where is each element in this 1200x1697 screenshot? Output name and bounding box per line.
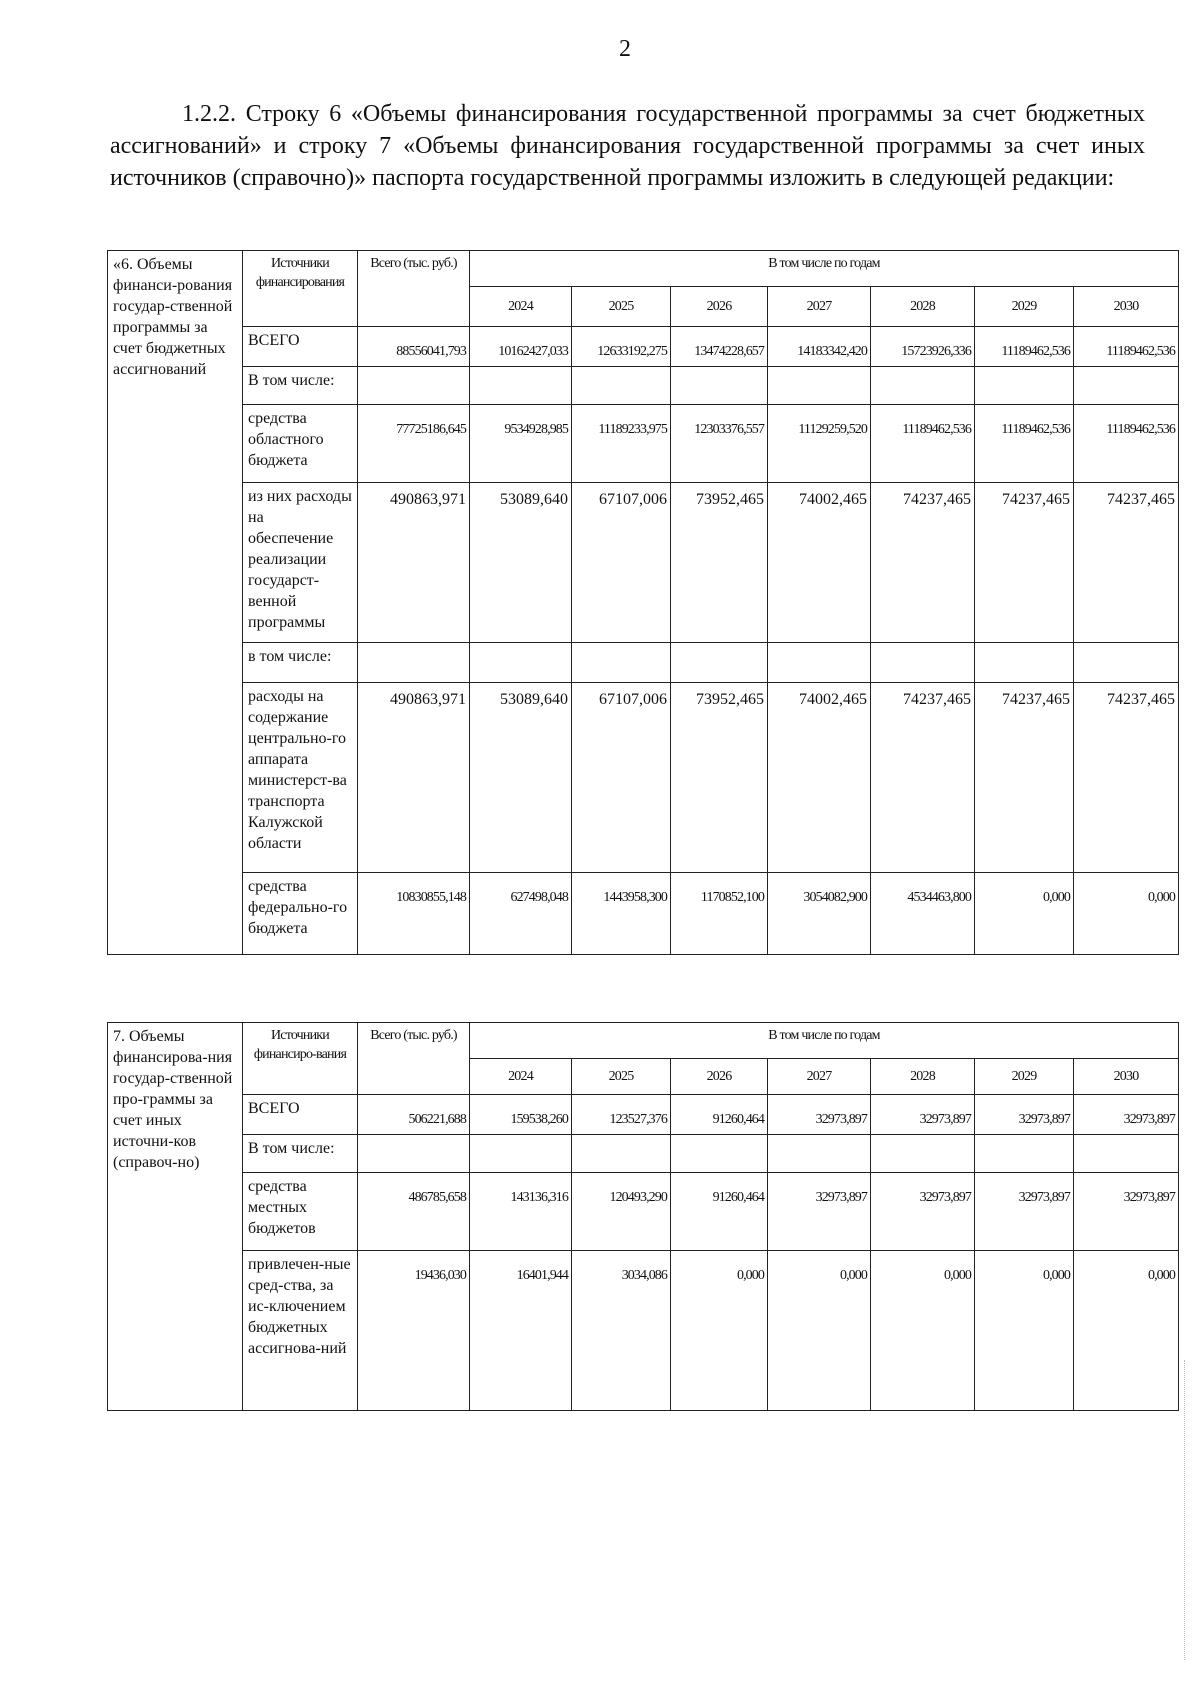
header-row xyxy=(108,1023,1179,1059)
year-header: 2026 xyxy=(671,287,768,327)
year-value xyxy=(572,1135,671,1173)
year-value: 3034,086 xyxy=(572,1251,671,1411)
header-row xyxy=(108,251,1179,287)
year-header: 2030 xyxy=(1074,1059,1179,1095)
year-value xyxy=(572,643,671,683)
year-value xyxy=(768,367,871,405)
year-value xyxy=(1074,367,1179,405)
year-value: 9534928,985 xyxy=(470,405,572,483)
year-header: 2026 xyxy=(671,1059,768,1095)
year-value: 32973,897 xyxy=(975,1095,1074,1135)
funding-table-other-sources xyxy=(107,1022,1179,1411)
table-row xyxy=(108,1095,1179,1135)
year-value: 53089,640 xyxy=(470,683,572,873)
year-value: 0,000 xyxy=(768,1251,871,1411)
table-row xyxy=(108,1135,1179,1173)
year-value: 32973,897 xyxy=(1074,1095,1179,1135)
source-label: ВСЕГО xyxy=(243,327,358,367)
year-value xyxy=(671,367,768,405)
table-row xyxy=(108,683,1179,873)
year-value: 0,000 xyxy=(871,1251,975,1411)
year-value: 10162427,033 xyxy=(470,327,572,367)
year-value: 74237,465 xyxy=(1074,483,1179,643)
year-value xyxy=(470,643,572,683)
year-value: 143136,316 xyxy=(470,1173,572,1251)
year-value: 4534463,800 xyxy=(871,873,975,955)
year-header: 2029 xyxy=(975,287,1074,327)
year-header: 2028 xyxy=(871,287,975,327)
source-label: средства федерально-го бюджета xyxy=(243,873,358,955)
year-value: 67107,006 xyxy=(572,483,671,643)
year-value: 12633192,275 xyxy=(572,327,671,367)
source-label: в том числе: xyxy=(243,643,358,683)
year-header: 2025 xyxy=(572,1059,671,1095)
column-header-sources: Источники финансирования xyxy=(243,251,358,327)
total-value: 19436,030 xyxy=(358,1251,470,1411)
source-label: расходы на содержание центрально-го аппарата министерст-ва транспорта Калужской области xyxy=(243,683,358,873)
year-value xyxy=(871,1135,975,1173)
year-value: 74002,465 xyxy=(768,683,871,873)
year-value xyxy=(572,367,671,405)
page-number: 2 xyxy=(619,36,631,62)
year-header: 2029 xyxy=(975,1059,1074,1095)
year-value xyxy=(871,643,975,683)
year-value: 74002,465 xyxy=(768,483,871,643)
table-row xyxy=(108,405,1179,483)
year-value: 11189462,536 xyxy=(1074,327,1179,367)
year-value: 16401,944 xyxy=(470,1251,572,1411)
year-value: 0,000 xyxy=(975,1251,1074,1411)
year-value: 0,000 xyxy=(1074,873,1179,955)
total-value xyxy=(358,367,470,405)
funding-table-budget xyxy=(107,250,1179,955)
year-value: 0,000 xyxy=(1074,1251,1179,1411)
column-header-total: Всего (тыс. руб.) xyxy=(358,1023,470,1095)
total-value: 486785,658 xyxy=(358,1173,470,1251)
year-value: 32973,897 xyxy=(975,1173,1074,1251)
year-value xyxy=(768,1135,871,1173)
year-header: 2024 xyxy=(470,1059,572,1095)
year-value: 74237,465 xyxy=(1074,683,1179,873)
year-value: 1443958,300 xyxy=(572,873,671,955)
year-value: 32973,897 xyxy=(768,1173,871,1251)
year-value: 11189462,536 xyxy=(975,327,1074,367)
table-row xyxy=(108,327,1179,367)
year-value: 120493,290 xyxy=(572,1173,671,1251)
table-row xyxy=(108,483,1179,643)
year-value: 74237,465 xyxy=(975,683,1074,873)
table-row xyxy=(108,873,1179,955)
year-value: 12303376,557 xyxy=(671,405,768,483)
year-value: 627498,048 xyxy=(470,873,572,955)
year-header: 2024 xyxy=(470,287,572,327)
year-value: 32973,897 xyxy=(871,1095,975,1135)
year-value xyxy=(470,367,572,405)
year-value: 11189462,536 xyxy=(871,405,975,483)
year-value xyxy=(871,367,975,405)
source-label: ВСЕГО xyxy=(243,1095,358,1135)
year-value: 73952,465 xyxy=(671,483,768,643)
year-value xyxy=(1074,1135,1179,1173)
total-value: 88556041,793 xyxy=(358,327,470,367)
year-value xyxy=(975,1135,1074,1173)
year-value: 73952,465 xyxy=(671,683,768,873)
total-value xyxy=(358,643,470,683)
year-value: 1170852,100 xyxy=(671,873,768,955)
year-value xyxy=(768,643,871,683)
table-row xyxy=(108,1251,1179,1411)
year-value: 74237,465 xyxy=(871,683,975,873)
source-label: привлечен-ные сред-ства, за ис-ключением бюджетных ассигнова-ний xyxy=(243,1251,358,1411)
total-value: 490863,971 xyxy=(358,483,470,643)
year-header: 2028 xyxy=(871,1059,975,1095)
column-header-total: Всего (тыс. руб.) xyxy=(358,251,470,327)
year-value: 91260,464 xyxy=(671,1095,768,1135)
year-value: 32973,897 xyxy=(871,1173,975,1251)
year-value xyxy=(671,1135,768,1173)
year-value: 32973,897 xyxy=(1074,1173,1179,1251)
table-row xyxy=(108,643,1179,683)
year-value: 13474228,657 xyxy=(671,327,768,367)
column-header-sources: Источники финансиро-вания xyxy=(243,1023,358,1095)
year-value xyxy=(1074,643,1179,683)
column-header-years: В том числе по годам xyxy=(470,1023,1179,1059)
source-label: В том числе: xyxy=(243,367,358,405)
source-label: средства местных бюджетов xyxy=(243,1173,358,1251)
total-value: 490863,971 xyxy=(358,683,470,873)
year-value: 11189462,536 xyxy=(975,405,1074,483)
year-header: 2025 xyxy=(572,287,671,327)
year-value: 91260,464 xyxy=(671,1173,768,1251)
year-value: 14183342,420 xyxy=(768,327,871,367)
year-value xyxy=(470,1135,572,1173)
year-value: 159538,260 xyxy=(470,1095,572,1135)
total-value: 506221,688 xyxy=(358,1095,470,1135)
source-label: из них расходы на обеспечение реализации государст-венной программы xyxy=(243,483,358,643)
year-value: 32973,897 xyxy=(768,1095,871,1135)
year-header: 2027 xyxy=(768,1059,871,1095)
year-value: 11129259,520 xyxy=(768,405,871,483)
year-value: 15723926,336 xyxy=(871,327,975,367)
year-value: 0,000 xyxy=(671,1251,768,1411)
source-label: средства областного бюджета xyxy=(243,405,358,483)
year-header: 2030 xyxy=(1074,287,1179,327)
intro-paragraph: 1.2.2. Строку 6 «Объемы финансирования государственной программы за счет бюджетных ассигнований» и строку 7 «Объемы финансирования государственной программы за счет иных источников (справочно)» паспорта государственной программы изложить в следующей редакции: xyxy=(110,101,1145,191)
year-value: 3054082,900 xyxy=(768,873,871,955)
source-label: В том числе: xyxy=(243,1135,358,1173)
year-value: 11189233,975 xyxy=(572,405,671,483)
parameter-cell: 7. Объемы финансирова-ния государ-ственной про-граммы за счет иных источни-ков (справоч-но) xyxy=(108,1023,243,1411)
year-value xyxy=(975,367,1074,405)
year-value: 53089,640 xyxy=(470,483,572,643)
year-value: 67107,006 xyxy=(572,683,671,873)
total-value: 77725186,645 xyxy=(358,405,470,483)
year-value: 74237,465 xyxy=(975,483,1074,643)
parameter-cell: «6. Объемы финанси-рования государ-ственной программы за счет бюджетных ассигнований xyxy=(108,251,243,955)
year-value: 0,000 xyxy=(975,873,1074,955)
year-value xyxy=(671,643,768,683)
total-value xyxy=(358,1135,470,1173)
year-value: 123527,376 xyxy=(572,1095,671,1135)
year-value: 74237,465 xyxy=(871,483,975,643)
table-row xyxy=(108,1173,1179,1251)
year-value: 11189462,536 xyxy=(1074,405,1179,483)
scan-edge-marks xyxy=(1168,1360,1185,1660)
total-value: 10830855,148 xyxy=(358,873,470,955)
year-header: 2027 xyxy=(768,287,871,327)
table-row xyxy=(108,367,1179,405)
column-header-years: В том числе по годам xyxy=(470,251,1179,287)
year-value xyxy=(975,643,1074,683)
